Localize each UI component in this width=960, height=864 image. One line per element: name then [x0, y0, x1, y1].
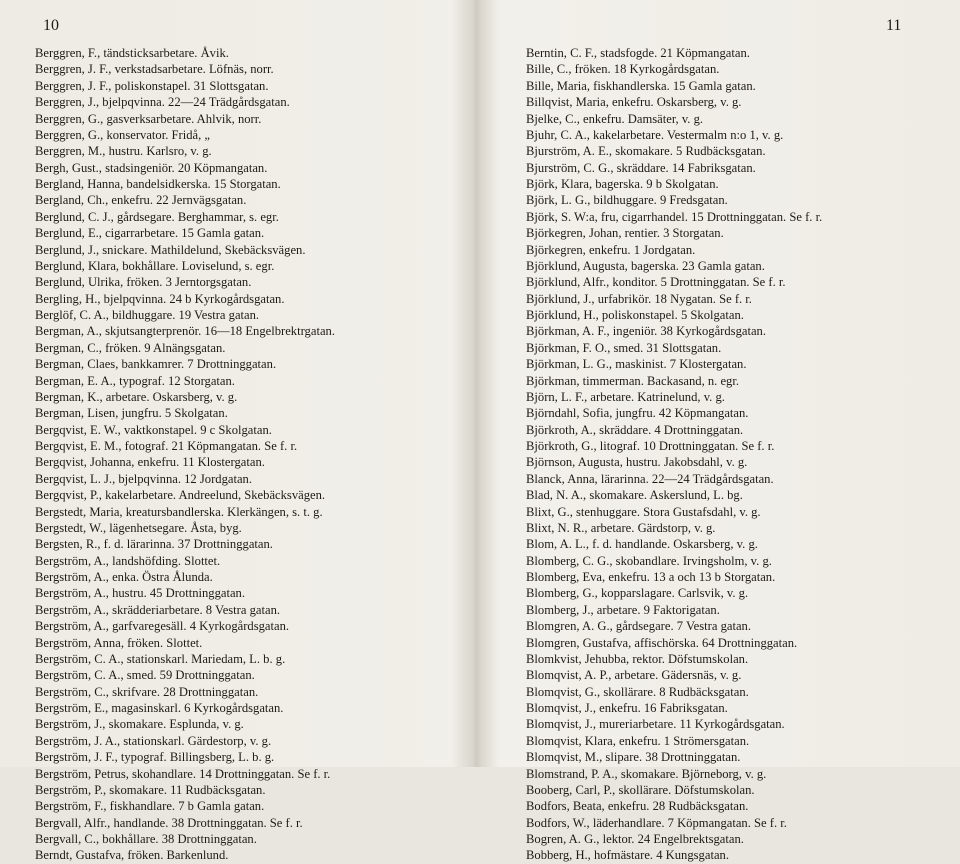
- directory-entry: Blomqvist, G., skollärare. 8 Rudbäcksgatan.: [526, 684, 749, 699]
- directory-entry: Bodfors, W., läderhandlare. 7 Köpmangatan. Se f. r.: [526, 815, 787, 830]
- directory-entry: Bergström, J. F., typograf. Billingsberg, L. b. g.: [35, 750, 275, 765]
- directory-entry: Bergman, C., fröken. 9 Alnängsgatan.: [35, 340, 226, 355]
- directory-entry: Berglund, Klara, bokhållare. Loviselund, s. egr.: [35, 258, 275, 273]
- directory-entry: Blanck, Anna, lärarinna. 22—24 Trädgårdsgatan.: [526, 471, 774, 486]
- directory-entry: Blomgren, A. G., gårdsegare. 7 Vestra gatan.: [526, 619, 751, 634]
- directory-entry: Berggren, M., hustru. Karlsro, v. g.: [35, 144, 212, 159]
- directory-entry: Björkman, L. G., maskinist. 7 Klostergatan.: [526, 357, 747, 372]
- directory-entry: Björkegren, Johan, rentier. 3 Storgatan.: [526, 226, 724, 241]
- directory-entry: Blixt, N. R., arbetare. Gärdstorp, v. g.: [526, 520, 716, 535]
- directory-entry: Björk, Klara, bagerska. 9 b Skolgatan.: [526, 177, 719, 191]
- directory-entry: Bergman, A., skjutsangterprenör. 16—18 Engelbrektrgatan.: [35, 324, 335, 339]
- directory-entry: Bergström, F., fiskhandlare. 7 b Gamla gatan.: [35, 799, 265, 814]
- directory-entry: Blomqvist, Klara, enkefru. 1 Strömersgatan.: [526, 733, 750, 748]
- directory-entry: Bergström, J., skomakare. Esplunda, v. g.: [35, 717, 244, 732]
- directory-entry: Bergqvist, E. W., vaktkonstapel. 9 c Skolgatan.: [35, 422, 272, 437]
- directory-entry: Björkroth, G., litograf. 10 Drottninggatan. Se f. r.: [526, 439, 775, 453]
- left-page-number: 10: [43, 17, 59, 34]
- directory-entry: Bergsten, R., f. d. lärarinna. 37 Drottninggatan.: [35, 537, 273, 552]
- directory-entry: Bergström, A., landshöfding. Slottet.: [35, 553, 221, 568]
- directory-entry: Bergström, A., garfvaregesäll. 4 Kyrkogårdsgatan.: [35, 619, 290, 634]
- directory-entry: Berntin, C. F., stadsfogde. 21 Köpmangatan.: [526, 46, 750, 60]
- directory-entry: Bogren, A. G., lektor. 24 Engelbrektsgatan.: [526, 832, 744, 846]
- directory-entry: Bergland, Hanna, bandelsidkerska. 15 Storgatan.: [35, 177, 281, 191]
- directory-entry: Bergqvist, P., kakelarbetare. Andreelund, Skebäcksvägen.: [35, 488, 326, 503]
- directory-entry: Björklund, H., poliskonstapel. 5 Skolgatan.: [526, 308, 744, 322]
- directory-entry: Bergstedt, W., lägenhetsegare. Åsta, byg.: [35, 520, 242, 535]
- directory-entry: Bergman, K., arbetare. Oskarsberg, v. g.: [35, 389, 238, 404]
- directory-entry: Bjuhr, C. A., kakelarbetare. Vestermalm n:o 1, v. g.: [526, 127, 784, 142]
- directory-entry: Berglund, J., snickare. Mathildelund, Skebäcksvägen.: [35, 242, 306, 257]
- directory-entry: Berggren, G., konservator. Fridå, „: [35, 127, 210, 142]
- left-directory-column: [35, 45, 455, 864]
- directory-entry: Berggren, F., tändsticksarbetare. Åvik.: [35, 46, 229, 60]
- directory-entry: Bergqvist, L. J., bjelpqvinna. 12 Jordgatan.: [35, 471, 252, 486]
- directory-entry: Blom, A. L., f. d. handlande. Oskarsberg, v. g.: [526, 537, 758, 552]
- right-directory-column: [526, 45, 946, 864]
- directory-entry: Björkman, A. F., ingeniör. 38 Kyrkogårdsgatan.: [526, 324, 766, 339]
- directory-entry: Bergvall, C., bokhållare. 38 Drottninggatan.: [35, 832, 257, 846]
- directory-entry: Björn, L. F., arbetare. Katrinelund, v. g.: [526, 389, 725, 404]
- directory-entry: Bille, Maria, fiskhandlerska. 15 Gamla gatan.: [526, 78, 756, 93]
- directory-entry: Björk, S. W:a, fru, cigarrhandel. 15 Drottninggatan. Se f. r.: [526, 209, 823, 224]
- directory-entry: Berggren, J. F., verkstadsarbetare. Löfnäs, norr.: [35, 62, 274, 77]
- directory-entry: Blixt, G., stenhuggare. Stora Gustafsdahl, v. g.: [526, 504, 761, 519]
- directory-entry: Bergvall, Alfr., handlande. 38 Drottninggatan. Se f. r.: [35, 815, 303, 830]
- directory-entry: Bergström, C. A., smed. 59 Drottninggatan.: [35, 668, 255, 683]
- directory-entry: Berggren, J. F., poliskonstapel. 31 Slottsgatan.: [35, 78, 269, 93]
- directory-entry: Bergström, Anna, fröken. Slottet.: [35, 635, 203, 650]
- directory-entry: Berglöf, C. A., bildhuggare. 19 Vestra gatan.: [35, 308, 260, 322]
- directory-entry: Bergström, E., magasinskarl. 6 Kyrkogårdsgatan.: [35, 701, 284, 715]
- directory-entry: Björkman, timmerman. Backasand, n. egr.: [526, 373, 739, 388]
- directory-entry: Blomberg, G., kopparslagare. Carlsvik, v. g.: [526, 586, 749, 601]
- directory-entry: Bergström, Petrus, skohandlare. 14 Drottninggatan. Se f. r.: [35, 766, 331, 781]
- directory-entry: Björklund, J., urfabrikör. 18 Nygatan. Se f. r.: [526, 291, 752, 306]
- directory-entry: Bergström, J. A., stationskarl. Gärdestorp, v. g.: [35, 733, 272, 748]
- directory-entry: Bergqvist, Johanna, enkefru. 11 Klostergatan.: [35, 455, 265, 470]
- directory-entry: Berndt, Gustafva, fröken. Barkenlund.: [35, 848, 229, 863]
- directory-entry: Bergström, P., skomakare. 11 Rudbäcksgatan.: [35, 782, 266, 797]
- directory-entry: Blomberg, Eva, enkefru. 13 a och 13 b Storgatan.: [526, 570, 776, 584]
- directory-entry: Blomkvist, Jehubba, rektor. Döfstumskolan.: [526, 651, 749, 666]
- directory-entry: Björk, L. G., bildhuggare. 9 Fredsgatan.: [526, 193, 728, 208]
- directory-entry: Blomberg, J., arbetare. 9 Faktorigatan.: [526, 602, 720, 617]
- directory-entry: Björkroth, A., skräddare. 4 Drottninggatan.: [526, 422, 744, 437]
- directory-entry: Billqvist, Maria, enkefru. Oskarsberg, v. g.: [526, 95, 742, 110]
- directory-entry: Björklund, Augusta, bagerska. 23 Gamla gatan.: [526, 258, 765, 273]
- directory-entry: Bille, C., fröken. 18 Kyrkogårdsgatan.: [526, 62, 720, 77]
- directory-entry: Blomqvist, M., slipare. 38 Drottninggatan.: [526, 750, 741, 765]
- directory-entry: Bergh, Gust., stadsingeniör. 20 Köpmangatan.: [35, 160, 268, 175]
- directory-entry: Bergström, A., skrädderiarbetare. 8 Vestra gatan.: [35, 602, 281, 617]
- directory-entry: Björkegren, enkefru. 1 Jordgatan.: [526, 242, 696, 257]
- directory-entry: Bergström, C., skrifvare. 28 Drottninggatan.: [35, 684, 259, 699]
- directory-entry: Bjurström, C. G., skräddare. 14 Fabriksgatan.: [526, 160, 756, 175]
- directory-entry: Bergström, C. A., stationskarl. Mariedam, L. b. g.: [35, 651, 286, 666]
- directory-entry: Bergman, E. A., typograf. 12 Storgatan.: [35, 373, 235, 388]
- directory-entry: Bergström, A., enka. Östra Ålunda.: [35, 570, 213, 584]
- directory-entry: Blomberg, C. G., skobandlare. Irvingsholm, v. g.: [526, 553, 772, 568]
- directory-entry: Blomstrand, P. A., skomakare. Björneborg, v. g.: [526, 766, 767, 781]
- directory-entry: Berggren, G., gasverksarbetare. Ahlvik, norr.: [35, 111, 262, 126]
- directory-entry: Booberg, Carl, P., skollärare. Döfstumskolan.: [526, 782, 755, 797]
- directory-entry: Bergström, A., hustru. 45 Drottninggatan.: [35, 586, 245, 601]
- right-page-number: 11: [886, 17, 902, 34]
- directory-entry: Bobberg, H., hofmästare. 4 Kungsgatan.: [526, 848, 729, 863]
- directory-entry: Berglund, Ulrika, fröken. 3 Jerntorgsgatan.: [35, 275, 252, 290]
- directory-entry: Blomqvist, J., enkefru. 16 Fabriksgatan.: [526, 701, 728, 715]
- directory-entry: Bergman, Claes, bankkamrer. 7 Drottninggatan.: [35, 357, 277, 372]
- directory-entry: Bergling, H., bjelpqvinna. 24 b Kyrkogårdsgatan.: [35, 291, 285, 306]
- directory-entry: Bodfors, Beata, enkefru. 28 Rudbäcksgatan.: [526, 799, 749, 814]
- directory-entry: Berggren, J., bjelpqvinna. 22—24 Trädgårdsgatan.: [35, 95, 290, 110]
- directory-entry: Berglund, E., cigarrarbetare. 15 Gamla gatan.: [35, 226, 265, 241]
- directory-entry: Bergstedt, Maria, kreatursbandlerska. Klerkängen, s. t. g.: [35, 504, 323, 519]
- directory-entry: Blomqvist, J., mureriarbetare. 11 Kyrkogårdsgatan.: [526, 717, 785, 732]
- directory-entry: Bergland, Ch., enkefru. 22 Jernvägsgatan.: [35, 193, 247, 208]
- directory-entry: Berglund, C. J., gårdsegare. Berghammar, s. egr.: [35, 209, 279, 224]
- directory-entry: Björklund, Alfr., konditor. 5 Drottninggatan. Se f. r.: [526, 275, 786, 290]
- directory-entry: Bergman, Lisen, jungfru. 5 Skolgatan.: [35, 406, 228, 421]
- directory-entry: Björnson, Augusta, hustru. Jakobsdahl, v. g.: [526, 455, 748, 470]
- directory-entry: Björkman, F. O., smed. 31 Slottsgatan.: [526, 340, 722, 355]
- directory-entry: Bergqvist, E. M., fotograf. 21 Köpmangatan. Se f. r.: [35, 439, 298, 453]
- directory-entry: Blad, N. A., skomakare. Askerslund, L. bg.: [526, 488, 743, 503]
- directory-entry: Blomqvist, A. P., arbetare. Gädersnäs, v. g.: [526, 668, 742, 683]
- directory-entry: Björndahl, Sofia, jungfru. 42 Köpmangatan.: [526, 406, 749, 421]
- directory-entry: Blomgren, Gustafva, affischörska. 64 Drottninggatan.: [526, 635, 798, 650]
- directory-entry: Bjurström, A. E., skomakare. 5 Rudbäcksgatan.: [526, 144, 766, 159]
- directory-entry: Bjelke, C., enkefru. Damsäter, v. g.: [526, 111, 704, 126]
